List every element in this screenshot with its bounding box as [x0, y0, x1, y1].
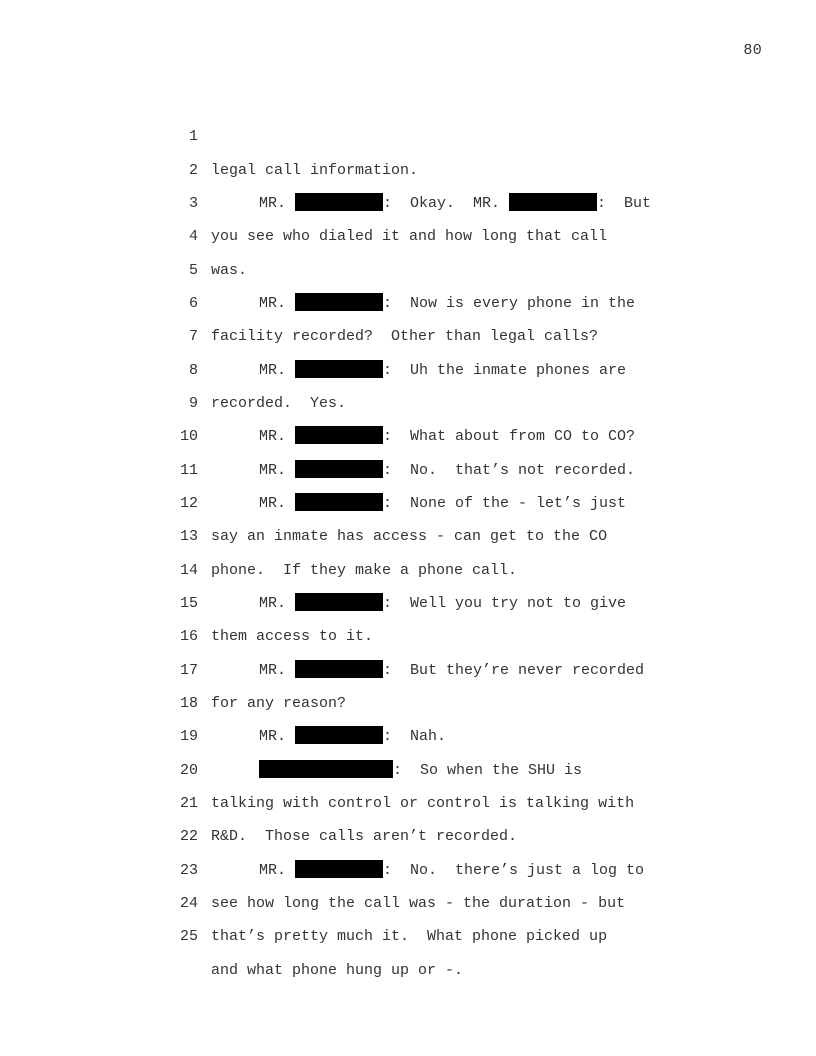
line-number: 15 [179, 594, 198, 612]
speaker-title: MR. [259, 294, 287, 312]
line-text: phone. If they make a phone call. [211, 561, 518, 579]
line-number: 6 [188, 294, 198, 312]
line-text: : But they’re never recorded [383, 661, 645, 679]
line-text: : None of the - let’s just [383, 494, 627, 512]
line-number: 23 [179, 861, 198, 879]
transcript-body [0, 87, 816, 979]
line-number: 5 [188, 261, 198, 279]
line-number: 21 [179, 794, 198, 812]
speaker-title: MR. [259, 194, 287, 212]
speaker-title: MR. [259, 594, 287, 612]
line-text: legal call information. [211, 161, 419, 179]
line-number: 20 [179, 761, 198, 779]
line-text: R&D. Those calls aren’t recorded. [211, 828, 518, 846]
line-text: : Now is every phone in the [383, 294, 636, 312]
line-text: : No. that’s not recorded. [383, 461, 636, 479]
speaker-title: MR. [259, 861, 287, 879]
line-number: 14 [179, 561, 198, 579]
line-text: : Well you try not to give [383, 594, 627, 612]
line-number: 11 [179, 461, 198, 479]
speaker-title: MR. [259, 661, 287, 679]
line-number: 12 [179, 494, 198, 512]
line-text: recorded. Yes. [211, 394, 347, 412]
speaker-title: MR. [259, 494, 287, 512]
line-number: 8 [188, 361, 198, 379]
line-number: 2 [188, 161, 198, 179]
line-number: 3 [188, 194, 198, 212]
line-text: for any reason? [211, 694, 347, 712]
line-text: and what phone hung up or -. [211, 961, 464, 979]
line-number: 19 [179, 728, 198, 746]
line-text: facility recorded? Other than legal calls? [211, 328, 599, 346]
line-number: 16 [179, 628, 198, 646]
line-number: 18 [179, 694, 198, 712]
line-text: : So when the SHU is [393, 761, 583, 779]
line-number: 24 [179, 894, 198, 912]
line-text: was. [211, 261, 248, 279]
line-number: 1 [188, 128, 198, 146]
speaker-title: MR. [259, 728, 287, 746]
line-text: them access to it. [211, 628, 374, 646]
speaker-title: MR. [259, 428, 287, 446]
speaker-title: MR. [259, 361, 287, 379]
line-text: : Okay. MR. [383, 194, 510, 212]
line-text: : Nah. [383, 728, 447, 746]
line-text: say an inmate has access - can get to the CO [211, 528, 608, 546]
speaker-title: MR. [259, 461, 287, 479]
line-number: 9 [188, 394, 198, 412]
line-text: talking with control or control is talking with [211, 794, 635, 812]
line-text: you see who dialed it and how long that call [211, 228, 608, 246]
line-text: that’s pretty much it. What phone picked up [211, 928, 608, 946]
line-number: 4 [188, 228, 198, 246]
line-number: 17 [179, 661, 198, 679]
line-number: 13 [179, 528, 198, 546]
line-text: : Uh the inmate phones are [383, 361, 627, 379]
line-number: 25 [179, 928, 198, 946]
line-number: 7 [188, 328, 198, 346]
line-text: see how long the call was - the duration - but [211, 894, 626, 912]
line-number: 22 [179, 828, 198, 846]
line-text: : But [597, 194, 652, 212]
transcript-line [0, 87, 816, 179]
line-number: 10 [179, 428, 198, 446]
page-number: 80 [743, 42, 762, 59]
line-text: : No. there’s just a log to [383, 861, 645, 879]
line-text: : What about from CO to CO? [383, 428, 636, 446]
